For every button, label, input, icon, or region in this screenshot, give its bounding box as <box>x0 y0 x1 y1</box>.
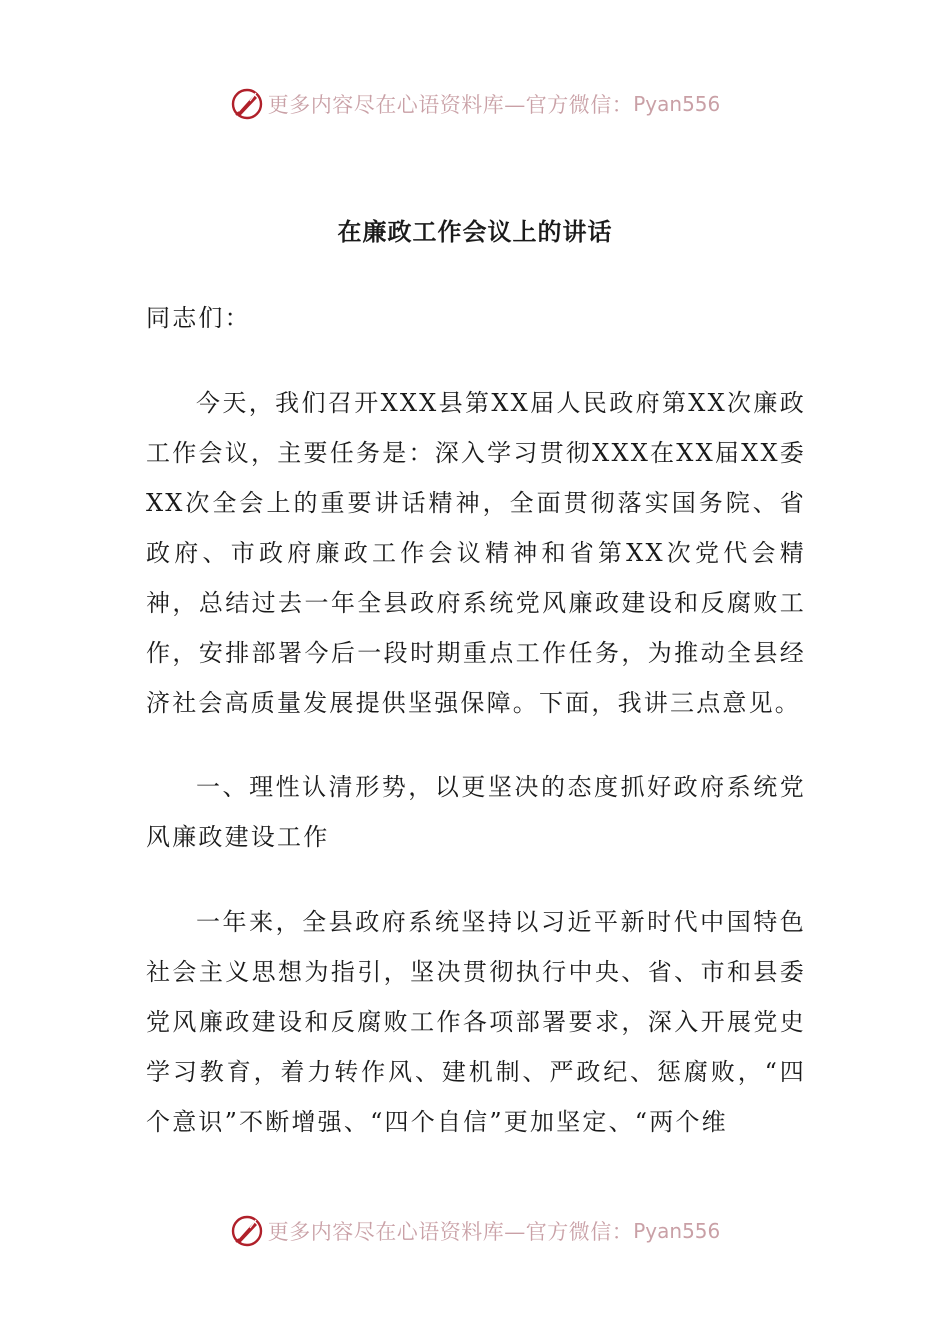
watermark-contact: Pyan556 <box>633 92 721 116</box>
quill-pen-circle-icon <box>230 1214 264 1248</box>
body-paragraph-review: 一年来，全县政府系统坚持以习近平新时代中国特色社会主义思想为指引，坚决贯彻执行中央、省、市和县委党风廉政建设和反腐败工作各项部署要求，深入开展党史学习教育，着力转作风、建机制、严政纪、惩腐败，“四个意识”不断增强、“四个自信”更加坚定、“两个维 <box>146 908 806 1136</box>
watermark-banner-bottom <box>0 1211 950 1251</box>
watermark-contact: Pyan556 <box>633 1219 721 1243</box>
document-title: 在廉政工作会议上的讲话 <box>337 217 613 246</box>
watermark-banner-top <box>0 84 950 124</box>
body-paragraph-intro: 今天，我们召开XXX县第XX届人民政府第XX次廉政工作会议，主要任务是：深入学习贯彻XXX在XX届XX委XX次全会上的重要讲话精神，全面贯彻落实国务院、省政府、市政府廉政工作会议精神和省第XX次党代会精神，总结过去一年全县政府系统党风廉政建设和反腐败工作，安排部署今后一段时期重点工作任务，为推动全县经济社会高质量发展提供坚强保障。下面，我讲三点意见。 <box>146 389 806 717</box>
watermark-text: 更多内容尽在心语资料库—官方微信： <box>267 93 634 117</box>
section-heading-one: 一、理性认清形势，以更坚决的态度抓好政府系统党风廉政建设工作 <box>146 773 806 851</box>
watermark-text: 更多内容尽在心语资料库—官方微信： <box>267 1220 634 1244</box>
salutation: 同志们： <box>146 304 251 332</box>
quill-pen-circle-icon <box>230 87 264 121</box>
